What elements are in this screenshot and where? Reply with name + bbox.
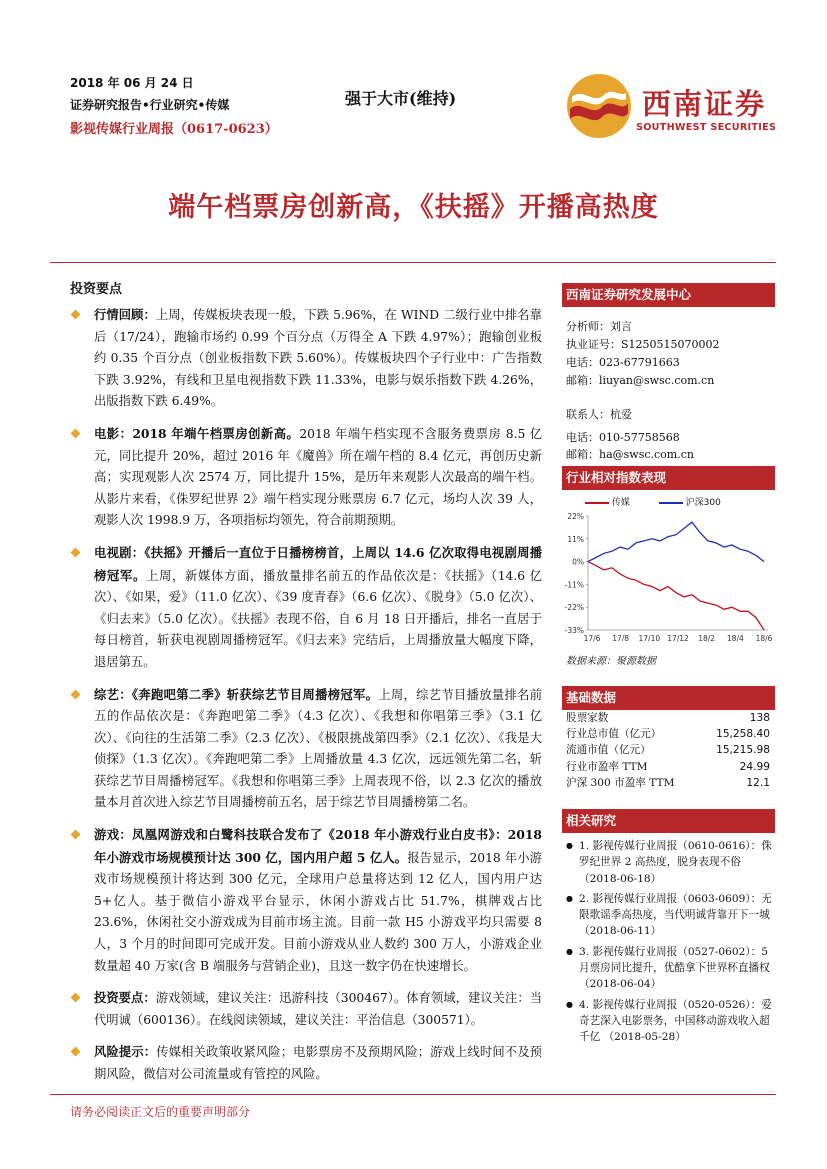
bullet-head: 电视剧：《扶摇》开播后一直位于日播榜榜首，上周以 14.6 亿次取得电视剧周播榜冠军。 <box>94 544 542 583</box>
summary-bullet <box>70 987 542 1031</box>
bullet-head: 行情回顾： <box>94 307 156 322</box>
bullet-head: 电影：2018 年端午档票房创新高。 <box>94 425 300 441</box>
summary-heading: 投资要点 <box>70 282 123 297</box>
related-item[interactable]: ● 3. 影视传媒行业周报（0527-0602）：5 月票房同比提升，优酷拿下世界杯直播权 （2018-06-04） <box>566 944 773 993</box>
chart-title-bar: 行业相对指数表现 <box>562 466 775 490</box>
x-tick-label: 17/8 <box>612 634 630 643</box>
x-tick-label: 18/6 <box>755 634 773 643</box>
logo-chinese-name: 西南证券 <box>642 87 767 121</box>
report-category: 证券研究报告•行业研究•传媒 <box>70 98 230 112</box>
basic-label: 股票家数 <box>566 712 609 724</box>
legend-swatch-index <box>659 502 683 504</box>
contact-line: 联系人：杭爱 <box>566 407 632 421</box>
bullet-body: 上周，新媒体方面，播放量排名前五的作品依次是：《扶摇》（14.6 亿次）、《如果，爱》（11.0 亿次）、《39 度青春》（6.6 亿次）、《脱身》（5.0 亿次）、《归去来》（5.0 亿次）。《扶摇》表现不俗，自 6 月 18 日开播后，排名一直居于每日榜首，斩获电视剧周播榜冠军。《归去来》完结后，上周播放量大幅度下降，退居第五。 <box>94 568 542 669</box>
legend-label-index: 沪深300 <box>685 498 721 508</box>
basic-row <box>566 775 770 791</box>
relative-index-chart <box>562 506 775 652</box>
summary-bullet <box>70 423 542 532</box>
related-item[interactable]: ● 2. 影视传媒行业周报（0603-0609）：无限歌谣季高热度，当代明诚背靠开下一城 （2018-06-11） <box>566 891 773 940</box>
report-date: 2018 年 06 月 24 日 <box>70 76 194 90</box>
x-tick-label: 18/4 <box>726 634 744 643</box>
basic-data-table <box>566 710 770 791</box>
basic-data-bar: 基础数据 <box>562 686 775 710</box>
basic-row <box>566 726 770 742</box>
analyst-line: 电话：023-67791663 <box>566 355 680 369</box>
analyst-line: 执业证号：S1250515070002 <box>566 337 720 351</box>
series-line-media <box>588 562 764 630</box>
rating: 强于大市(维持) <box>345 89 457 108</box>
y-tick-label: 11% <box>567 534 584 544</box>
basic-row <box>566 710 770 726</box>
summary-bullet <box>70 542 542 674</box>
report-series: 影视传媒行业周报（0617-0623） <box>70 122 278 137</box>
summary-bullet <box>70 684 542 815</box>
analyst-line: 邮箱：liuyan@swsc.com.cn <box>566 373 715 387</box>
summary-bullet <box>70 304 542 413</box>
basic-label: 沪深 300 市盈率 TTM <box>566 776 675 789</box>
bullet-head: 风险提示： <box>94 1044 157 1060</box>
basic-value: 138 <box>749 712 770 724</box>
bullet-body: 报告显示，2018 年小游戏市场规模预计将达到 300 亿元，全球用户总量将达到 12 亿人，国内用户达 5+亿人。基于微信小游戏平台显示，休闲小游戏占比 51.7%，棋牌戏占比 23.6%，休闲社交小游戏成为目前市场主流。目前一款 H5 小游戏平均只需要 8 人，3 个月的时间即可完成开发。目前小游戏从业人数约 300 万人，小游戏企业数量超 40 万家(含 B 端服务与营销企业)，且这一数字仍在快速增长。 <box>94 850 542 973</box>
y-tick-label: 0% <box>572 557 584 567</box>
bullet-body: 传媒相关政策收紧风险；电影票房不及预期风险；游戏上线时间不及预期风险，微信对公司流量或有管控的风险。 <box>94 1045 542 1081</box>
x-tick-label: 17/6 <box>583 634 601 643</box>
related-item[interactable]: ● 1. 影视传媒行业周报（0610-0616）：侏罗纪世界 2 高热度，脱身表现不俗 （2018-06-18） <box>566 838 773 887</box>
chart-source: 数据来源：聚源数据 <box>566 656 656 667</box>
basic-row <box>566 742 770 758</box>
basic-value: 24.99 <box>739 760 770 773</box>
legend-swatch-media <box>585 502 609 504</box>
footer-divider <box>50 1094 776 1095</box>
x-tick-label: 18/2 <box>698 634 716 643</box>
analyst-info <box>566 318 720 464</box>
summary-bullet <box>70 824 542 977</box>
title-divider <box>50 262 776 263</box>
summary-body <box>70 304 542 1096</box>
basic-label: 行业市盈率 TTM <box>566 760 648 773</box>
contact-line: 电话：010-57758568 <box>566 430 680 444</box>
research-center-bar: 西南证券研究发展中心 <box>562 283 775 307</box>
basic-row <box>566 759 770 775</box>
related-research-list <box>566 838 773 1050</box>
bullet-head: 综艺：《奔跑吧第二季》斩获综艺节目周播榜冠军。 <box>94 686 379 702</box>
y-tick-label: -22% <box>564 603 584 613</box>
related-research-bar: 相关研究 <box>562 809 775 833</box>
basic-value: 12.1 <box>746 776 770 789</box>
page-title: 端午档票房创新高，《扶摇》开播高热度 <box>168 192 659 223</box>
basic-value: 15,215.98 <box>716 744 770 757</box>
bullet-head: 投资要点： <box>94 990 156 1006</box>
basic-label: 行业总市值（亿元） <box>566 728 662 741</box>
y-tick-label: 22% <box>567 512 584 521</box>
bullet-body: 上周，传媒板块表现一般，下跌 5.96%，在 WIND 二级行业中排名靠后（17/24），跑输市场约 0.99 个百分点（万得全 A 下跌 4.97%）；跑输创业板约 0.35 个百分点（创业板指数下跌 5.60%）。传媒板块四个子行业中：广告指数下跌 3.92%，有线和卫星电视指数下跌 11.33%，电影与娱乐指数下跌 4.26%，出版指数下跌 6.49%。 <box>94 308 542 409</box>
summary-bullet <box>70 1041 542 1085</box>
company-logo-icon <box>566 73 632 139</box>
y-tick-label: -33% <box>564 626 584 635</box>
related-item[interactable]: ● 4. 影视传媒行业周报（0520-0526）：爱奇艺深入电影票务，中国移动游戏收入超千亿 （2018-05-28） <box>566 997 773 1046</box>
footer-disclaimer: 请务必阅读正文后的重要声明部分 <box>70 1105 251 1119</box>
bullet-body: 2018 年端午档实现不含服务费票房 8.5 亿元，同比提升 20%，超过 2016 年《魔兽》所在端午档的 8.4 亿元，再创历史新高；实现观影人次 2574 万，同比提升 15%，是历年来观影人次最高的端午档。从影片来看，《侏罗纪世界 2》端午档实现分账票房 6.7 亿元，场均人次 39 人，观影人次 1998.9 万，各项指标均领先，符合前期预期。 <box>94 426 543 528</box>
x-tick-label: 17/10 <box>638 634 661 643</box>
x-tick-label: 17/12 <box>667 634 689 643</box>
basic-label: 流通市值（亿元） <box>566 744 651 757</box>
y-tick-label: -11% <box>564 580 584 590</box>
contact-line: 邮箱：ha@swsc.com.cn <box>566 448 694 462</box>
analyst-line: 分析师：刘言 <box>566 320 632 333</box>
legend-label-media: 传媒 <box>611 498 630 508</box>
series-line-hs300 <box>588 522 764 561</box>
bullet-head: 游戏：凤凰网游戏和白鹭科技联合发布了《2018 年小游戏行业白皮书》：2018 年小游戏市场规模预计达 300 亿，国内用户超 5 亿人。 <box>94 827 542 865</box>
bullet-body: 游戏领域，建议关注：迅游科技（300467）。体育领域，建议关注：当代明诚（600136）。在线阅读领域，建议关注：平治信息（300571）。 <box>94 991 542 1027</box>
bullet-body: 上周，综艺节目播放量排名前五的作品依次是：《奔跑吧第二季》（4.3 亿次）、《我想和你唱第三季》（3.1 亿次）、《向往的生活第二季》（2.3 亿次）、《极限挑战第四季》（2.1 亿次）、《我是大侦探》（1.3 亿次）。《奔跑吧第二季》上周播放量 4.3 亿次，远远领先第二名，斩获综艺节目周播榜冠军。《我想和你唱第三季》上周表现不俗，以 2.3 亿次的播放量本月首次进入综艺节目周播榜前五名，居于综艺节目周播榜第二名。 <box>94 687 542 810</box>
basic-value: 15,258.40 <box>716 728 770 741</box>
logo-english-name: SOUTHWEST SECURITIES <box>636 122 777 133</box>
